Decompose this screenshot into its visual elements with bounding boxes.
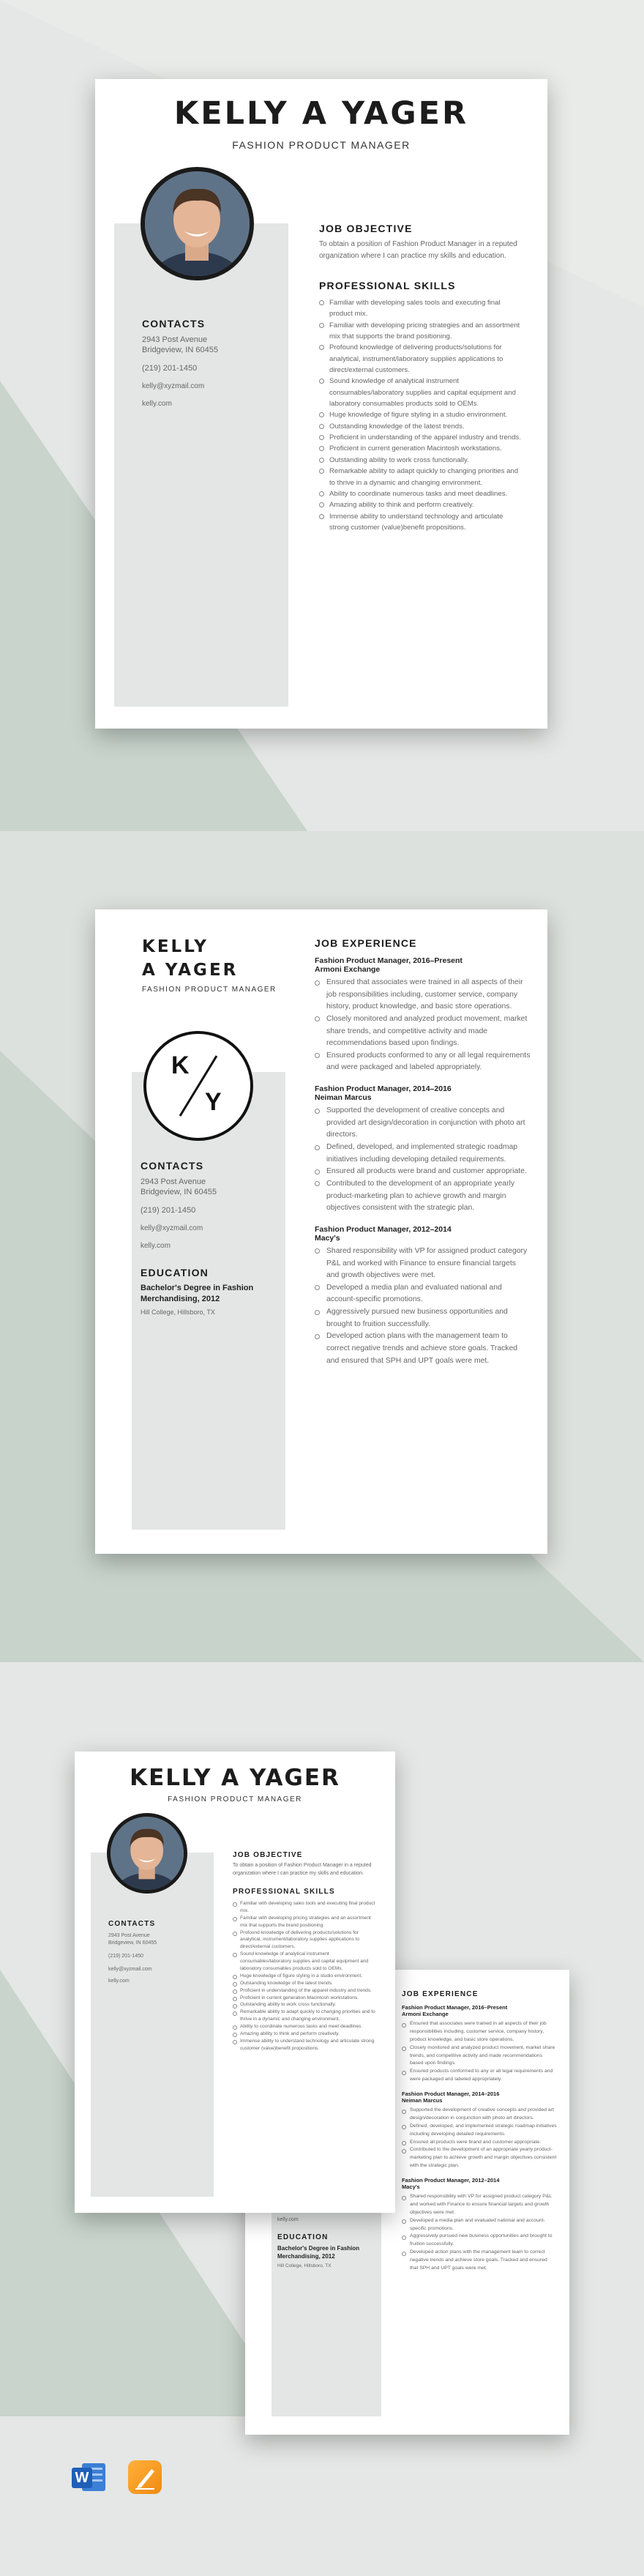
skill-item: Amazing ability to think and perform creatively. [319, 499, 524, 510]
skill-item: Profound knowledge of delivering products/solutions for analytical, instrument/laboratory supplies applications to direct/external customers. [319, 342, 524, 376]
profile-photo [107, 1813, 187, 1894]
job-entry [315, 1084, 531, 1215]
skill-item: Sound knowledge of analytical instrument consumables/laboratory supplies and capital equipment and laboratory consumables products sold to OEMs. [319, 376, 524, 409]
resume-title-2: FASHION PRODUCT MANAGER [142, 986, 277, 994]
skill-item: Amazing ability to think and perform creatively. [233, 2030, 379, 2038]
job-bullet: Ensured all products were brand and customer appropriate. [315, 1166, 531, 1178]
resume-name: KELLY A YAGER [173, 95, 469, 132]
job-list [402, 2004, 557, 2273]
job-entry [402, 2091, 557, 2170]
address-line-1: 2943 Post Avenue [142, 335, 208, 344]
name-line-2: A YAGER [142, 961, 239, 980]
skills-heading: PROFESSIONAL SKILLS [319, 280, 456, 291]
job-company: Neiman Marcus [402, 2097, 443, 2104]
job-bullet: Developed a media plan and evaluated national and account-specific promotions. [402, 2217, 557, 2233]
email: kelly@xyzmail.com [141, 1224, 203, 1232]
job-company: Macy's [315, 1233, 340, 1243]
skill-item: Outstanding ability to work cross functionally. [319, 455, 524, 466]
contacts-heading: CONTACTS [108, 1920, 156, 1928]
job-company: Armoni Exchange [315, 965, 381, 974]
objective-heading: JOB OBJECTIVE [319, 223, 413, 234]
skill-item: Sound knowledge of analytical instrument consumables/laboratory supplies and capital equipment and laboratory consumables products sold to OEMs. [233, 1951, 379, 1973]
skill-item: Outstanding knowledge of the latest trends. [233, 1980, 379, 1987]
skill-item: Outstanding ability to work cross functionally. [233, 2001, 379, 2009]
address-line-2: Bridgeview, IN 60455 [142, 346, 218, 354]
phone: (219) 201-1450 [142, 364, 198, 373]
job-entry [315, 1225, 531, 1367]
objective-heading: JOB OBJECTIVE [233, 1851, 303, 1859]
job-title: Fashion Product Manager, 2016–Present [315, 956, 463, 965]
email: kelly@xyzmail.com [142, 382, 205, 390]
job-bullet: Contributed to the development of an appropriate yearly product-marketing plan to achieve growth and margin objectives consistent with the strategic plan. [315, 1178, 531, 1215]
name-line-1: KELLY [142, 937, 209, 956]
skill-item: Immense ability to understand technology and articulate strong customer (value)benefit propositions. [319, 511, 524, 534]
address-line-2: Bridgeview, IN 60455 [141, 1188, 217, 1196]
skill-item: Proficient in understanding of the apparel industry and trends. [319, 432, 524, 443]
profile-photo [141, 167, 254, 280]
skill-item: Familiar with developing sales tools and executing final product mix. [319, 297, 524, 320]
job-bullet: Ensured all products were brand and customer appropriate. [402, 2139, 557, 2147]
skills-list [233, 1900, 379, 2052]
job-entry [315, 956, 531, 1074]
skills-heading: PROFESSIONAL SKILLS [233, 1888, 335, 1896]
education-heading: EDUCATION [277, 2233, 329, 2241]
job-title: Fashion Product Manager, 2012–2014 [402, 2177, 500, 2184]
person-avatar-icon [145, 171, 250, 276]
skill-item: Profound knowledge of delivering products/solutions for analytical, instrument/laboratory supplies applications to direct/external customers. [233, 1929, 379, 1951]
job-bullet: Closely monitored and analyzed product movement, market share trends, and competitive activity and made recommendations based upon findings. [315, 1013, 531, 1050]
skill-item: Ability to coordinate numerous tasks and meet deadlines. [319, 488, 524, 499]
sidebar-thumb [91, 1853, 214, 2197]
contacts-heading: CONTACTS [142, 318, 206, 330]
job-bullet: Closely monitored and analyzed product movement, market share trends, and competitive activity and made recommendations based upon findings. [402, 2044, 557, 2069]
job-bullet: Supported the development of creative concepts and provided art design/decoration in conjunction with photo art directors. [315, 1105, 531, 1142]
job-bullet: Shared responsibility with VP for assigned product category P&L and worked with Finance to ensure financial targets and growth objectives were met. [315, 1246, 531, 1282]
website: kelly.com [108, 1978, 130, 1984]
skill-item: Proficient in current generation Macintosh workstations. [233, 1995, 379, 2002]
job-bullet: Contributed to the development of an appropriate yearly product-marketing plan to achieve growth and margin objectives consistent with the strategic plan. [402, 2146, 557, 2170]
pen-icon [128, 2460, 162, 2494]
job-bullet: Aggressively pursued new business opportunities and brought to fruition successfully. [402, 2233, 557, 2249]
job-bullet: Developed action plans with the management team to correct negative trends and achieve store goals. Tracked and ensured that SPH and UPT goals were met. [402, 2249, 557, 2273]
preview-panel-page2 [0, 831, 644, 1662]
degree: Bachelor's Degree in Fashion Merchandising, 2012 [277, 2245, 360, 2260]
job-bullet: Ensured products conformed to any or all legal requirements and were packaged and labeled appropriately. [315, 1050, 531, 1074]
resume-name: KELLY A YAGER [130, 1765, 340, 1791]
address-line-2: Bridgeview, IN 60455 [108, 1940, 157, 1946]
resume-title: FASHION PRODUCT MANAGER [168, 1795, 302, 1803]
skill-item: Ability to coordinate numerous tasks and meet deadlines. [233, 2023, 379, 2030]
preview-panel-stack [0, 1662, 644, 2576]
monogram-letter-k: K [171, 1051, 190, 1079]
monogram-letter-y: Y [205, 1088, 222, 1116]
website: kelly.com [277, 2217, 299, 2222]
email: kelly@xyzmail.com [108, 1967, 152, 1972]
skill-item: Huge knowledge of figure styling in a studio environment. [233, 1973, 379, 1980]
skill-item: Familiar with developing pricing strategies and an assortment mix that supports the brand positioning. [233, 1915, 379, 1929]
skill-item: Huge knowledge of figure styling in a studio environment. [319, 409, 524, 420]
skill-item: Outstanding knowledge of the latest trends. [319, 421, 524, 432]
skill-item: Immense ability to understand technology and articulate strong customer (value)benefit propositions. [233, 2038, 379, 2052]
resume-title: FASHION PRODUCT MANAGER [232, 139, 411, 151]
school: Hill College, Hillsboro, TX [277, 2263, 332, 2268]
address-line-1: 2943 Post Avenue [141, 1177, 206, 1186]
website: kelly.com [142, 400, 172, 408]
resume-page-1-thumbnail [75, 1752, 395, 2213]
job-list [315, 956, 531, 1367]
job-title: Fashion Product Manager, 2014–2016 [315, 1084, 452, 1094]
skill-item: Familiar with developing pricing strategies and an assortment mix that supports the brand positioning. [319, 320, 524, 343]
skill-item: Familiar with developing sales tools and executing final product mix. [233, 1900, 379, 1915]
objective-text: To obtain a position of Fashion Product Manager in a reputed organization where I can practice my skills and education. [233, 1863, 372, 1876]
skill-item: Proficient in current generation Macintosh workstations. [319, 443, 524, 454]
word-letter: W [72, 2468, 92, 2488]
person-avatar-icon [111, 1817, 184, 1890]
job-bullet: Ensured products conformed to any or all legal requirements and were packaged and labeled appropriately. [402, 2068, 557, 2084]
job-bullet: Developed action plans with the management team to correct negative trends and achieve store goals. Tracked and ensured that SPH and UPT goals were met. [315, 1330, 531, 1367]
job-company: Macy's [402, 2184, 420, 2190]
skill-item: Remarkable ability to adapt quickly to changing priorities and to thrive in a dynamic and changing environment. [319, 466, 524, 488]
job-entry [402, 2004, 557, 2084]
experience-heading: JOB EXPERIENCE [402, 1990, 479, 1998]
job-bullet: Ensured that associates were trained in all aspects of their job responsibilities including, customer service, company history, product knowledge, and basic store operations. [402, 2020, 557, 2044]
job-company: Armoni Exchange [402, 2011, 449, 2017]
job-bullet: Supported the development of creative concepts and provided art design/decoration in conjunction with photo art directors. [402, 2107, 557, 2123]
skill-item: Proficient in understanding of the apparel industry and trends. [233, 1987, 379, 1995]
objective-text: To obtain a position of Fashion Product Manager in a reputed organization where I can practice my skills and education. [319, 240, 517, 260]
job-company: Neiman Marcus [315, 1093, 372, 1103]
job-entry [402, 2177, 557, 2273]
job-bullet: Defined, developed, and implemented strategic roadmap initiatives including developing detailed requirements. [402, 2123, 557, 2139]
resume-page-2 [95, 909, 547, 1554]
job-bullet: Developed a media plan and evaluated national and account-specific promotions. [315, 1282, 531, 1306]
experience-heading: JOB EXPERIENCE [315, 937, 417, 949]
skill-item: Remarkable ability to adapt quickly to changing priorities and to thrive in a dynamic and changing environment. [233, 2009, 379, 2023]
contacts-heading-2: CONTACTS [141, 1160, 204, 1172]
preview-panel-page1 [0, 0, 644, 831]
skills-list [319, 297, 524, 533]
phone: (219) 201-1450 [108, 1954, 143, 1959]
word-icon[interactable] [72, 2460, 105, 2494]
pages-icon[interactable] [128, 2460, 162, 2494]
job-bullet: Shared responsibility with VP for assigned product category P&L and worked with Finance to ensure financial targets and growth objectives were met. [402, 2193, 557, 2217]
slash-icon [146, 1034, 250, 1138]
education-heading: EDUCATION [141, 1267, 209, 1278]
sidebar [114, 223, 288, 707]
job-bullet: Defined, developed, and implemented strategic roadmap initiatives including developing detailed requirements. [315, 1142, 531, 1166]
school: Hill College, Hillsboro, TX [141, 1309, 215, 1316]
resume-page-1 [95, 79, 547, 729]
degree: Bachelor's Degree in Fashion Merchandising, 2012 [141, 1284, 254, 1304]
job-bullet: Aggressively pursued new business opportunities and brought to fruition successfully. [315, 1306, 531, 1330]
job-bullet: Ensured that associates were trained in all aspects of their job responsibilities including, customer service, company history, product knowledge, and basic store operations. [315, 977, 531, 1013]
job-title: Fashion Product Manager, 2014–2016 [402, 2091, 500, 2097]
monogram-badge [143, 1031, 253, 1141]
job-title: Fashion Product Manager, 2012–2014 [315, 1224, 452, 1234]
address-line-1: 2943 Post Avenue [108, 1933, 150, 1938]
job-title: Fashion Product Manager, 2016–Present [402, 2004, 508, 2011]
website: kelly.com [141, 1242, 171, 1250]
phone: (219) 201-1450 [141, 1206, 196, 1215]
